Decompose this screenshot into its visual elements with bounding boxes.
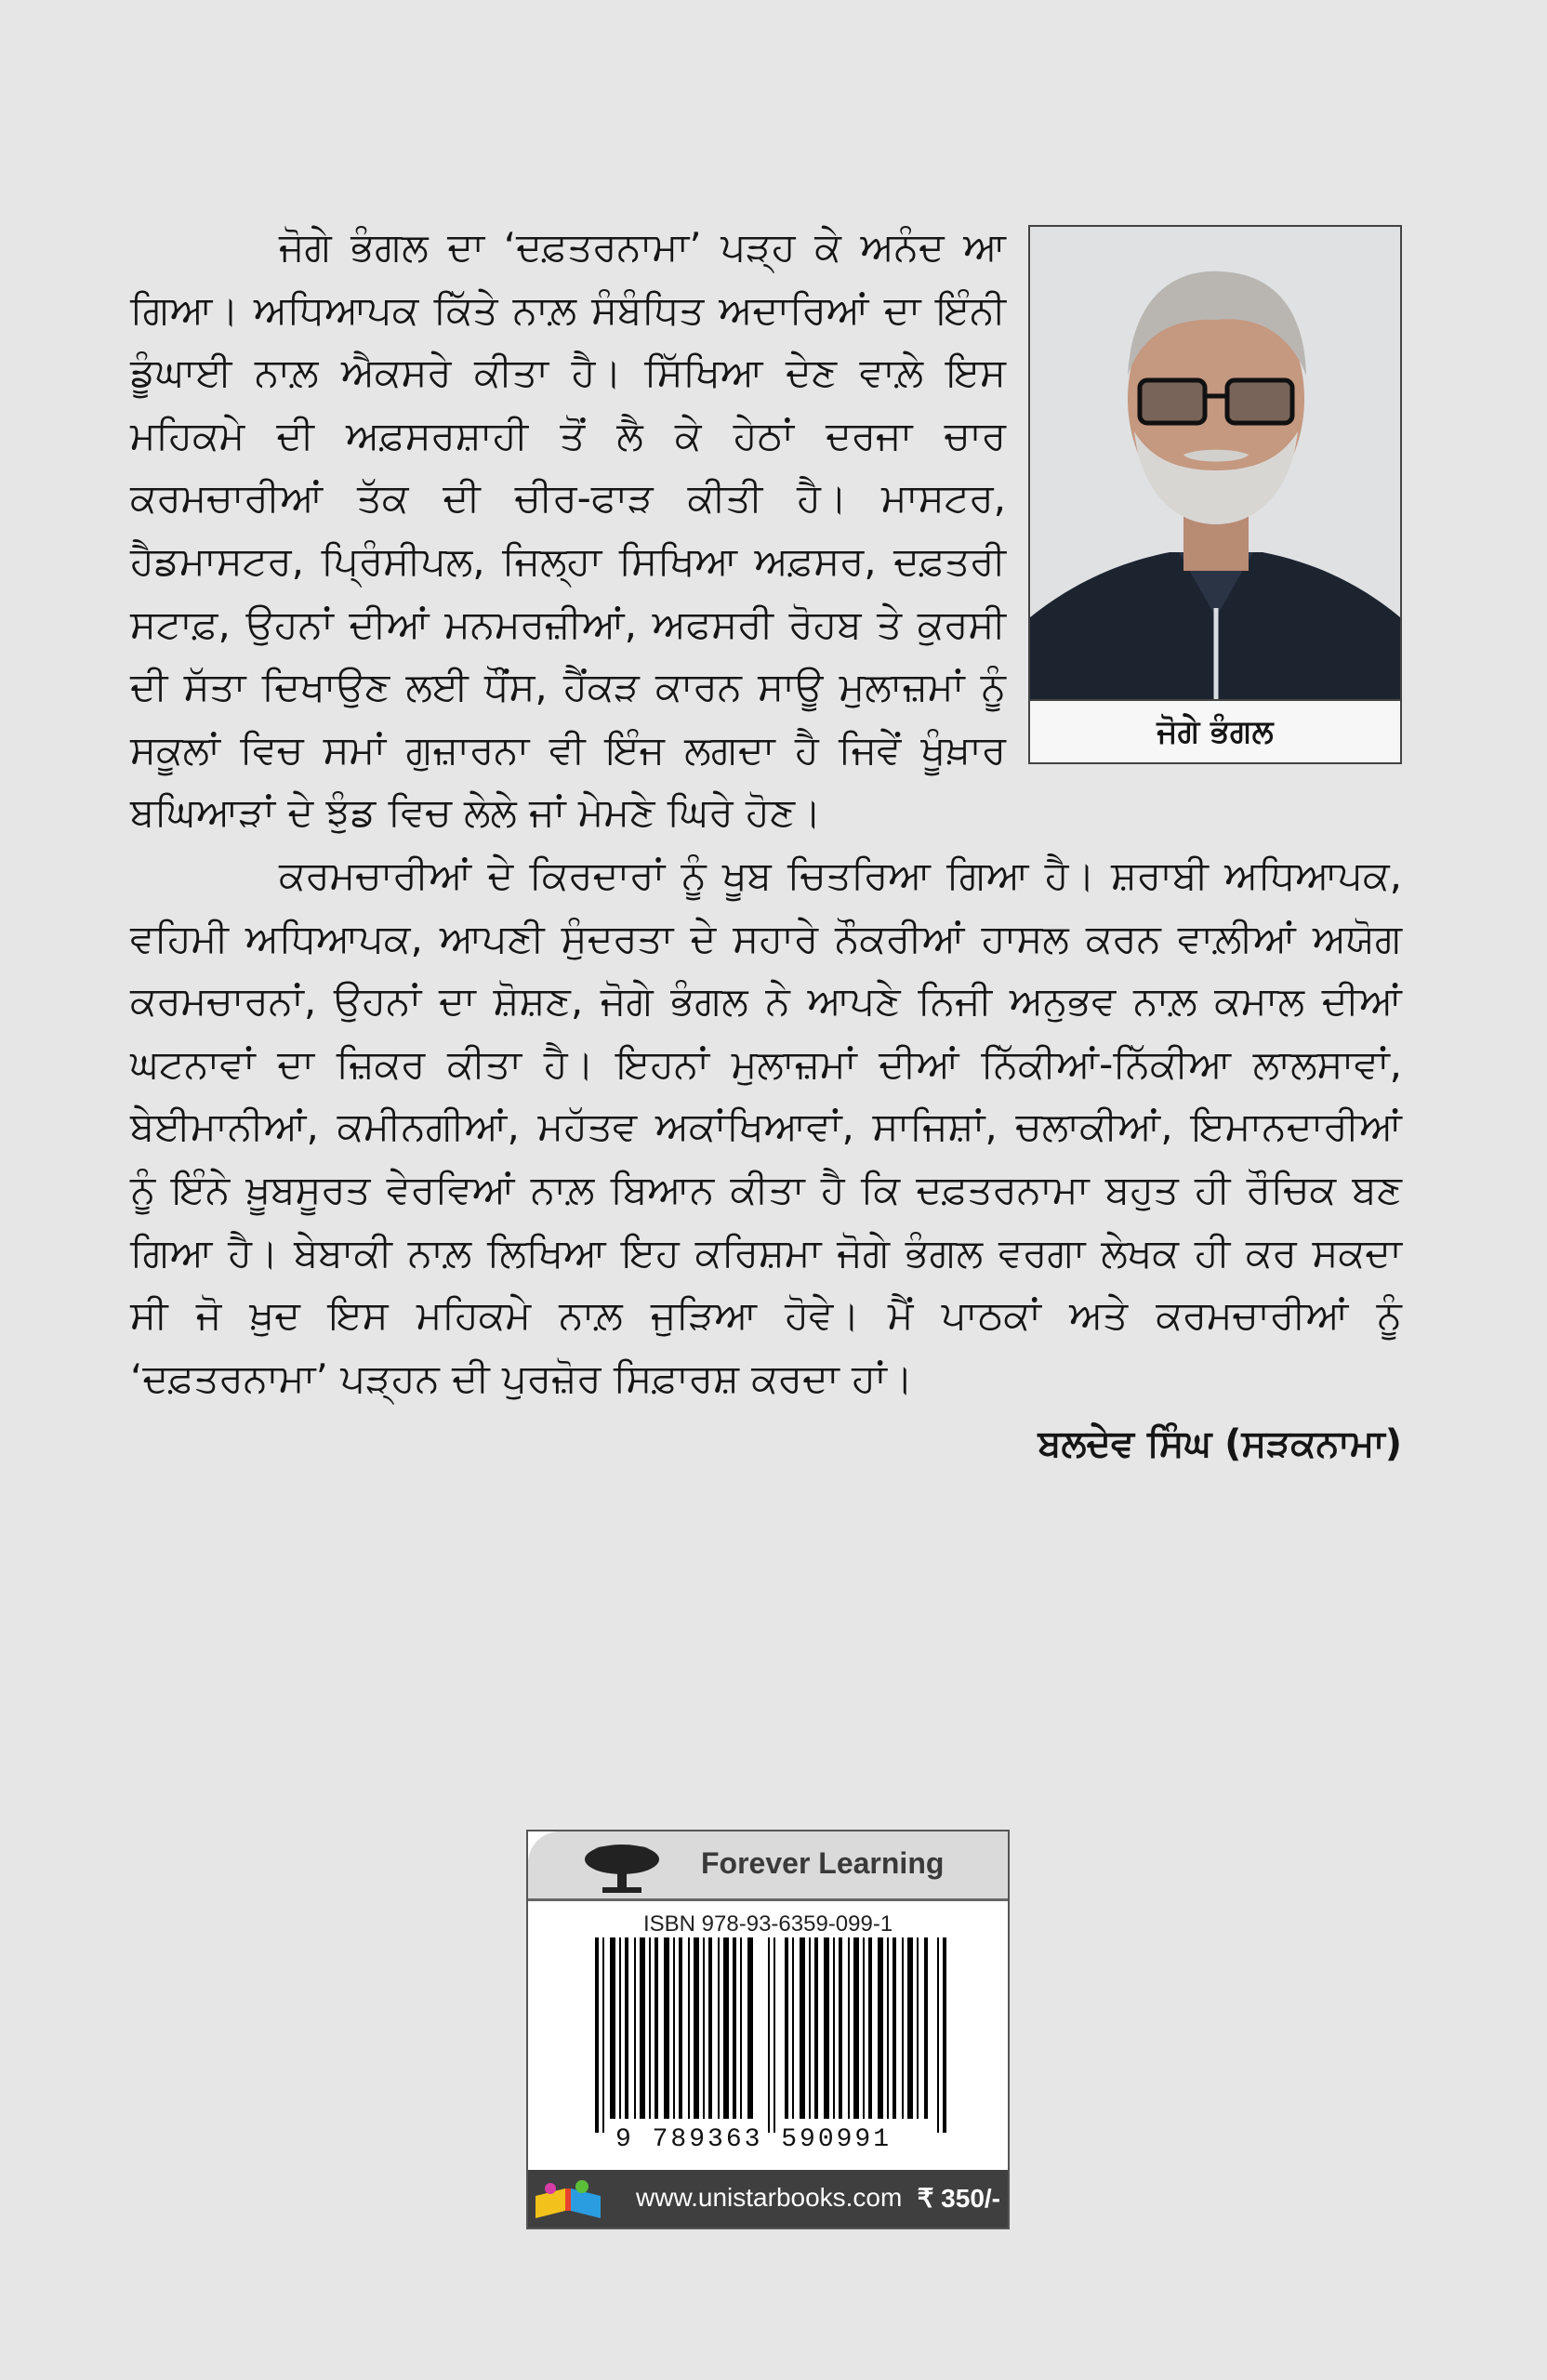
book-price: ₹ 350/-	[917, 2184, 1000, 2213]
tree-icon	[582, 1839, 662, 1895]
isbn-label: ISBN 978-93-6359-099-1	[643, 1911, 893, 1937]
publisher-footer	[528, 2170, 1008, 2228]
author-photo-frame	[1028, 225, 1402, 764]
publisher-website: www.unistarbooks.com	[636, 2183, 903, 2212]
book-logo-icon	[528, 2177, 608, 2224]
back-cover-blurb	[130, 216, 1402, 1476]
author-photo	[1030, 227, 1400, 701]
barcode-panel	[526, 1830, 1010, 2229]
barcode-number: 9 789363 590991	[615, 2125, 892, 2154]
author-photo-caption: ਜੋਗੇ ਭੰਗਲ	[1030, 699, 1400, 762]
blurb-paragraph-1: ਜੋਗੇ ਭੰਗਲ ਦਾ ‘ਦਫ਼ਤਰਨਾਮਾ’ ਪੜ੍ਹ ਕੇ ਅਨੰਦ ਆ ਗਿਆ। ਅਧਿਆਪਕ ਕਿੱਤੇ ਨਾਲ਼ ਸੰਬੰਧਿਤ ਅਦਾਰਿਆਂ ਦਾ ਇੰਨੀ ਡੂੰਘਾਈ ਨਾਲ਼ ਐਕਸਰੇ ਕੀਤਾ ਹੈ। ਸਿੱਖਿਆ ਦੇਣ ਵਾਲ਼ੇ ਇਸ ਮਹਿਕਮੇ ਦੀ ਅਫ਼ਸਰਸ਼ਾਹੀ ਤੋਂ ਲੈ ਕੇ ਹੇਠਾਂ ਦਰਜਾ ਚਾਰ ਕਰਮਚਾਰੀਆਂ ਤੱਕ ਦੀ ਚੀਰ-ਫਾੜ ਕੀਤੀ ਹੈ। ਮਾਸਟਰ, ਹੈਡਮਾਸਟਰ, ਪ੍ਰਿੰਸੀਪਲ, ਜਿਲ੍ਹਾ ਸਿਖਿਆ ਅਫ਼ਸਰ, ਦਫ਼ਤਰੀ ਸਟਾਫ਼, ਉਹਨਾਂ ਦੀਆਂ ਮਨਮਰਜ਼ੀਆਂ, ਅਫਸਰੀ ਰੋਹਬ ਤੇ ਕੁਰਸੀ ਦੀ ਸੱਤਾ ਦਿਖਾਉਣ ਲਈ ਧੌਂਸ, ਹੈਂਕੜ ਕਾਰਨ ਸਾਊ ਮੁਲਾਜ਼ਮਾਂ ਨੂੰ ਸਕੂਲਾਂ ਵਿਚ ਸਮਾਂ ਗੁਜ਼ਾਰਨਾ ਵੀ ਇੰਜ ਲਗਦਾ ਹੈ ਜਿਵੇਂ ਖੂੰਖ਼ਾਰ ਬਘਿਆੜਾਂ ਦੇ ਝੁੰਡ ਵਿਚ ਲੇਲੇ ਜਾਂ ਮੇਮਣੇ ਘਿਰੇ ਹੋਣ।	[130, 224, 1006, 836]
blurb-paragraph-2: ਕਰਮਚਾਰੀਆਂ ਦੇ ਕਿਰਦਾਰਾਂ ਨੂੰ ਖੂਬ ਚਿਤਰਿਆ ਗਿਆ ਹੈ। ਸ਼ਰਾਬੀ ਅਧਿਆਪਕ, ਵਹਿਮੀ ਅਧਿਆਪਕ, ਆਪਣੀ ਸੁੰਦਰਤਾ ਦੇ ਸਹਾਰੇ ਨੌਕਰੀਆਂ ਹਾਸਲ ਕਰਨ ਵਾਲ਼ੀਆਂ ਅਯੋਗ ਕਰਮਚਾਰਨਾਂ, ਉਹਨਾਂ ਦਾ ਸ਼ੋਸ਼ਣ, ਜੋਗੇ ਭੰਗਲ ਨੇ ਆਪਣੇ ਨਿਜੀ ਅਨੁਭਵ ਨਾਲ਼ ਕਮਾਲ ਦੀਆਂ ਘਟਨਾਵਾਂ ਦਾ ਜ਼ਿਕਰ ਕੀਤਾ ਹੈ। ਇਹਨਾਂ ਮੁਲਾਜ਼ਮਾਂ ਦੀਆਂ ਨਿੱਕੀਆਂ-ਨਿੱਕੀਆ ਲਾਲਸਾਵਾਂ, ਬੇਈਮਾਨੀਆਂ, ਕਮੀਨਗੀਆਂ, ਮਹੱਤਵ ਅਕਾਂਖਿਆਵਾਂ, ਸਾਜਿਸ਼ਾਂ, ਚਲਾਕੀਆਂ, ਇਮਾਨਦਾਰੀਆਂ ਨੂੰ ਇੰਨੇ ਖ਼ੂਬਸੂਰਤ ਵੇਰਵਿਆਂ ਨਾਲ਼ ਬਿਆਨ ਕੀਤਾ ਹੈ ਕਿ ਦਫ਼ਤਰਨਾਮਾ ਬਹੁਤ ਹੀ ਰੌਚਿਕ ਬਣ ਗਿਆ ਹੈ। ਬੇਬਾਕੀ ਨਾਲ਼ ਲਿਖਿਆ ਇਹ ਕਰਿਸ਼ਮਾ ਜੋਗੇ ਭੰਗਲ ਵਰਗਾ ਲੇਖਕ ਹੀ ਕਰ ਸਕਦਾ ਸੀ ਜੋ ਖ਼ੁਦ ਇਸ ਮਹਿਕਮੇ ਨਾਲ਼ ਜੁੜਿਆ ਹੋਵੇ। ਮੈਂ ਪਾਠਕਾਂ ਅਤੇ ਕਰਮਚਾਰੀਆਂ ਨੂੰ ‘ਦਫ਼ਤਰਨਾਮਾ’ ਪੜ੍ਹਨ ਦੀ ਪੁਰਜ਼ੋਰ ਸਿਫ਼ਾਰਸ਼ ਕਰਦਾ ਹਾਂ।	[130, 852, 1402, 1401]
publisher-brand: Forever Learning	[701, 1846, 945, 1880]
barcode-image	[586, 1937, 967, 2142]
publisher-header	[528, 1831, 1008, 1901]
author-portrait-image	[1030, 227, 1400, 701]
reviewer-signature: ਬਲਦੇਵ ਸਿੰਘ (ਸੜਕਨਾਮਾ)	[1038, 1422, 1402, 1466]
